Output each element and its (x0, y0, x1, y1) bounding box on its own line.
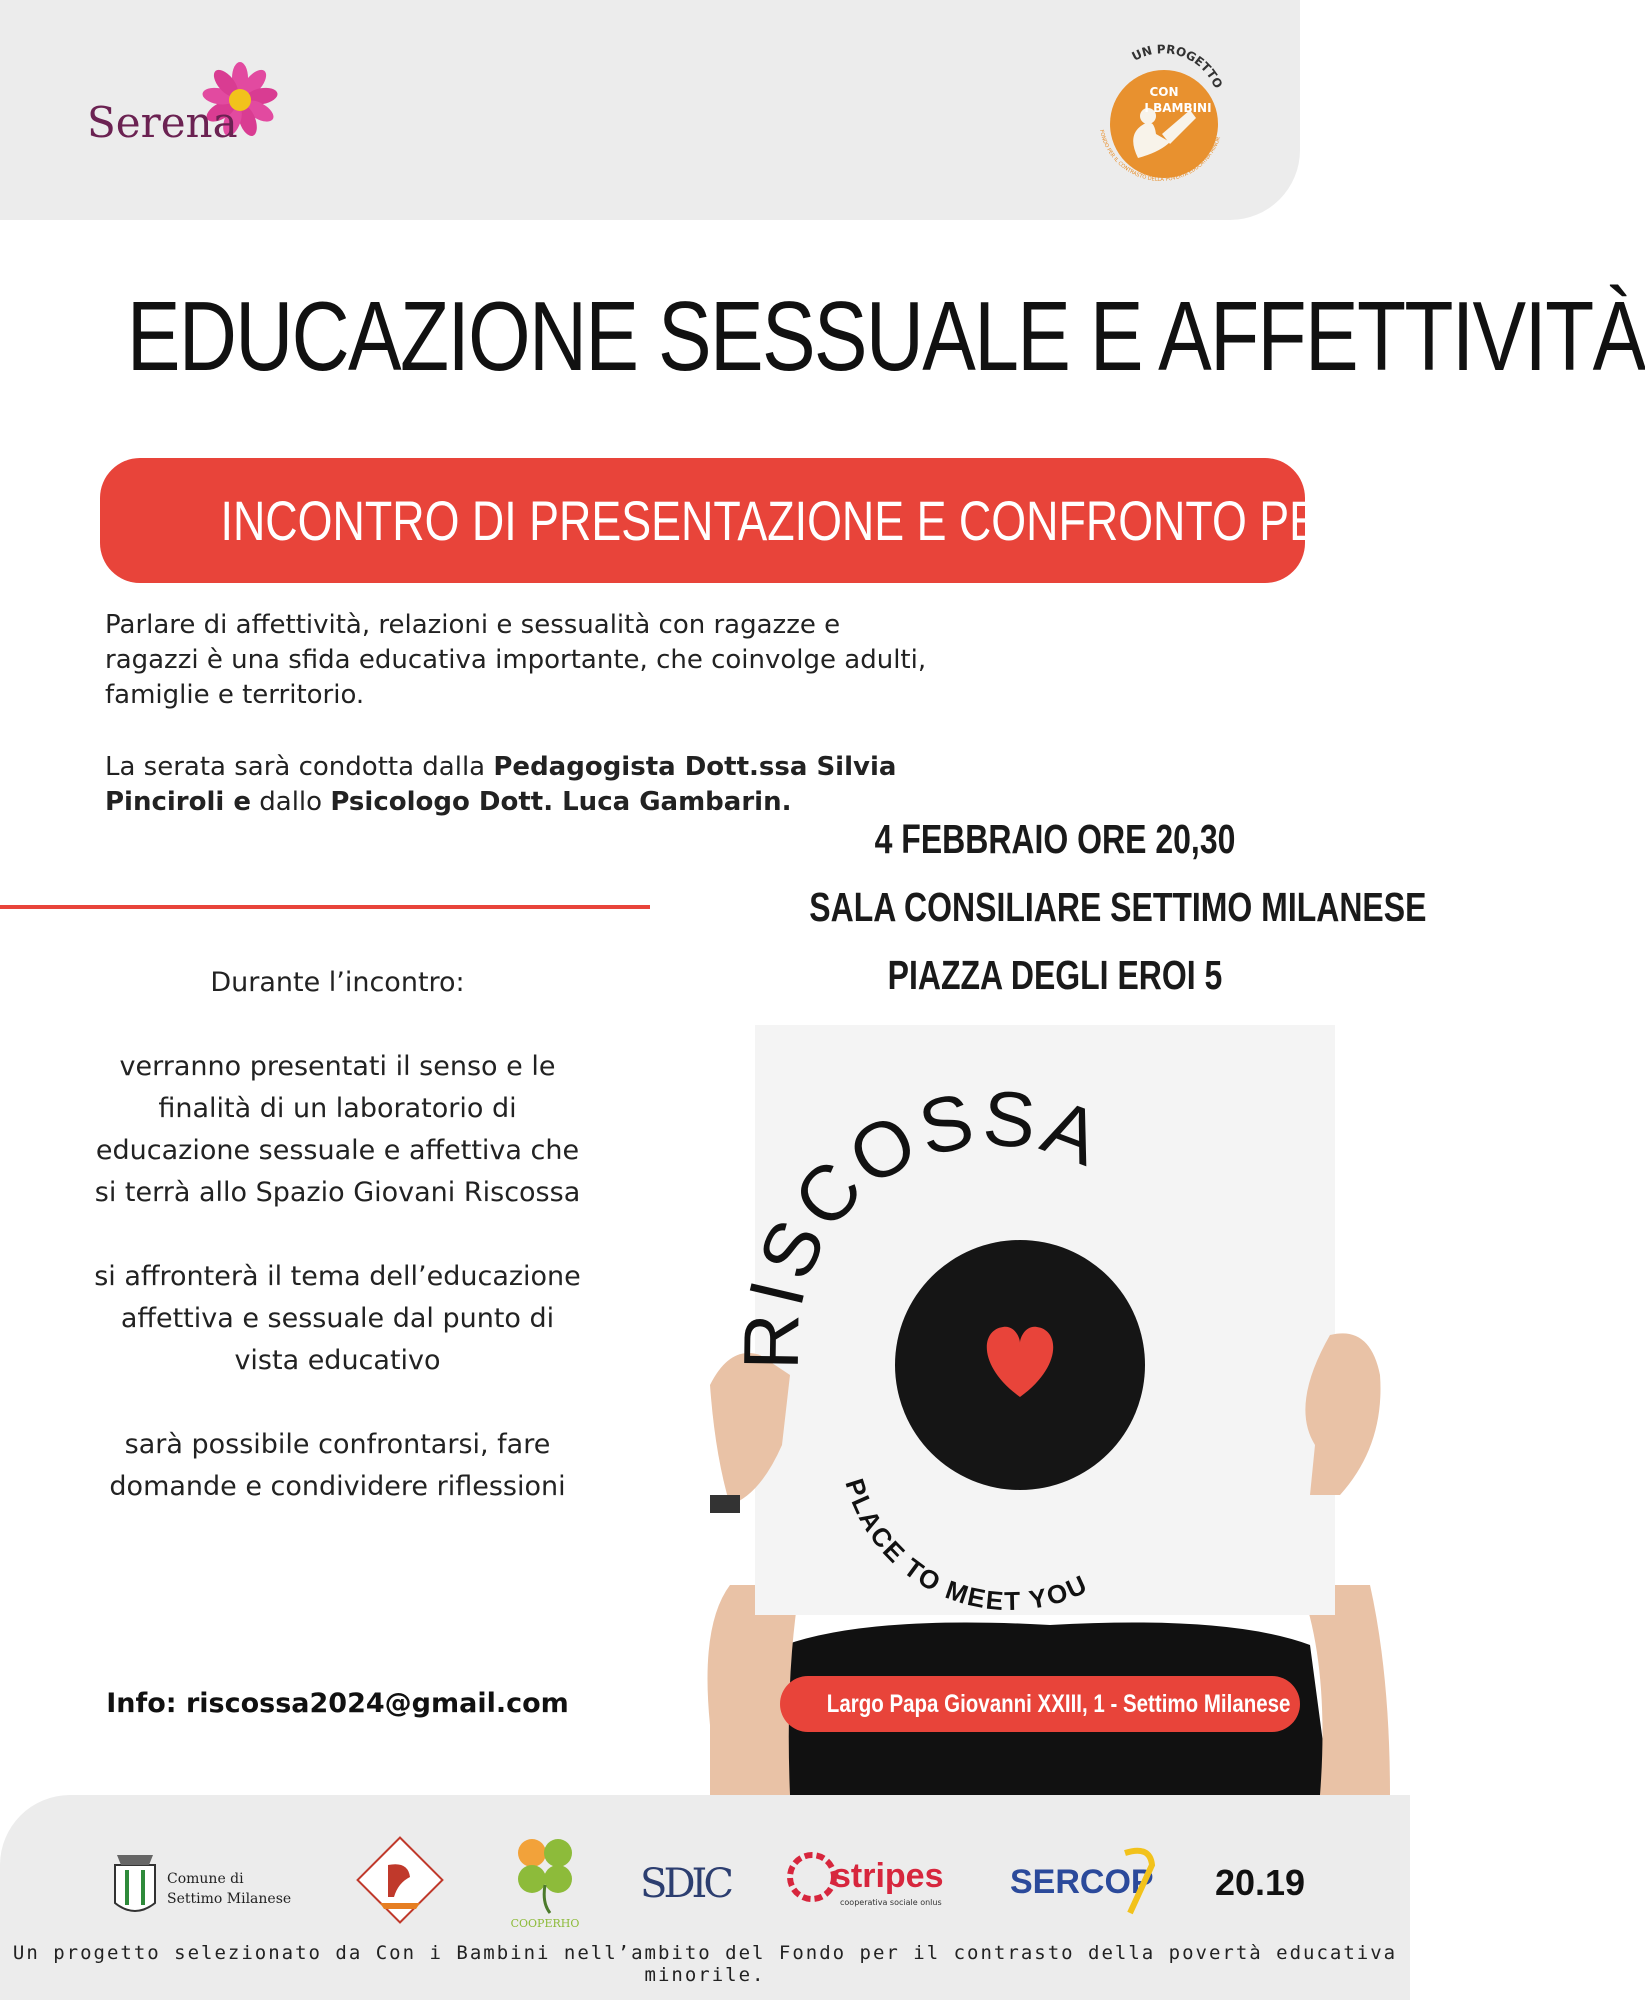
cib-arc-text: FONDO PER IL CONTRASTO DELLA POVERTÀ EDUCATIVA MINOR (1098, 129, 1223, 183)
cooperho-text: COOPERHO (510, 1917, 580, 1930)
event-address: PIAZZA DEGLI EROI 5 (887, 952, 1223, 998)
con-i-bambini-logo (1078, 38, 1238, 198)
during-point: verranno presentati il senso e le finalità di un laboratorio di educazione sessuale e affettiva che si terrà allo Spazio Giovani Riscossa (94, 1051, 581, 1208)
during-point: si affronterà il tema dell’educazione affettiva e sessuale dal punto di vista educativo (94, 1261, 581, 1376)
during-heading: Durante l’incontro: (210, 967, 465, 998)
intro-text: Parlare di affettività, relazioni e sessualità con ragazze e ragazzi è una sfida educativa importante, che coinvolge adulti, famiglie e territorio. (105, 610, 927, 710)
serena-logo (85, 60, 285, 150)
page-title: EDUCAZIONE SESSUALE E AFFETTIVITÀ (126, 281, 1645, 391)
poster-tagline: PLACE TO MEET YOU (839, 1475, 1093, 1617)
sdic-logo (635, 1825, 735, 1935)
info-email: Info: riscossa2024@gmail.com (106, 1688, 569, 1719)
footer-text: Un progetto selezionato da Con i Bambini nell’ambito del Fondo per il contrasto della povertà educativa minorile. (12, 1942, 1398, 1986)
event-date: 4 FEBBRAIO ORE 20,30 (874, 816, 1236, 862)
sercop-logo (1010, 1825, 1170, 1935)
stripes-sub: cooperativa sociale onlus (840, 1898, 942, 1907)
riscossa-address-text: Largo Papa Giovanni XXIII, 1 - Settimo Milanese (826, 1690, 1291, 1718)
event-venue: SALA CONSILIARE SETTIMO MILANESE (809, 884, 1427, 930)
stripes-logo (780, 1825, 970, 1935)
comune-settimo-logo (105, 1825, 305, 1935)
poster-brand: RISCOSSA (726, 1073, 1116, 1371)
stripes-text: stripes (832, 1857, 944, 1895)
zero19-logo (1205, 1825, 1315, 1935)
divider (0, 905, 650, 909)
subtitle-text: INCONTRO DI PRESENTAZIONE E CONFRONTO PER GENITORI (220, 489, 1580, 552)
cib-name-line2: I BAMBINI (1144, 101, 1212, 115)
partner-logos (105, 1825, 1315, 1935)
intro-paragraph (105, 608, 935, 713)
subtitle-banner (100, 458, 1580, 583)
conduct-pedagogist: Pedagogista Dott.ssa Silvia Pinciroli e (105, 752, 897, 817)
comune-line1: Comune di (167, 1871, 244, 1887)
riscossa-address-badge (780, 1676, 1300, 1732)
conduct-psychologist: Psicologo Dott. Luca Gambarin. (330, 787, 792, 817)
during-point: sarà possibile confrontarsi, fare domande e condividere riflessioni (109, 1429, 566, 1502)
zero19-text: 20.19 (1214, 1862, 1306, 1903)
serena-logo-text: Serena (87, 98, 238, 147)
conduct-part1: La serata sarà condotta dalla (105, 752, 494, 782)
school-logo (350, 1825, 450, 1935)
cooperho-logo (490, 1825, 600, 1935)
event-details (740, 805, 1427, 1009)
comune-line2: Settimo Milanese (167, 1891, 292, 1907)
cib-top-text: UN PROGETTO (1129, 42, 1226, 91)
conduct-part2: dallo (251, 787, 331, 817)
sercop-text: SERCOP (1010, 1863, 1154, 1901)
cib-name-line1: CON (1149, 85, 1179, 99)
sdic-text: SDIC (640, 1861, 730, 1907)
during-section (85, 962, 590, 1550)
